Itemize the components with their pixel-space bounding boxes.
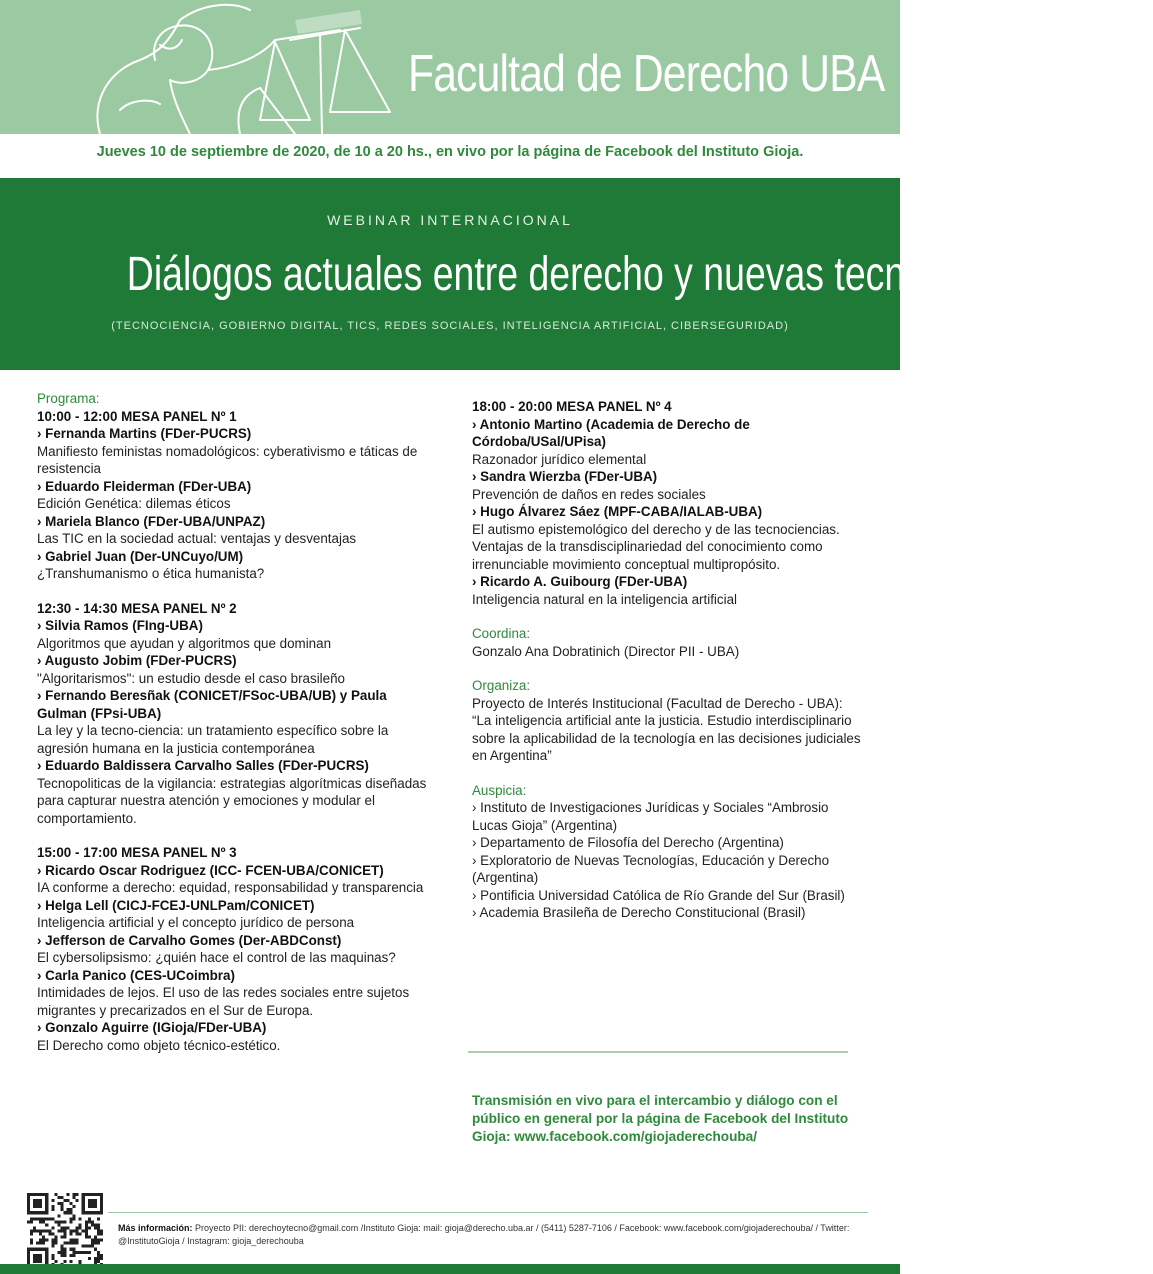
talk-title: Las TIC en la sociedad actual: ventajas y desventajas: [37, 531, 357, 546]
talk-title: Inteligencia natural en la inteligencia artificial: [472, 591, 737, 607]
speaker: › Augusto Jobim (FDer-PUCRS): [37, 653, 237, 668]
section-divider: [468, 1051, 848, 1053]
talk-title: "Algoritarismos": un estudio desde el caso brasileño: [37, 670, 345, 686]
talk-title: Manifiesto feministas nomadológicos: cyberativismo e táticas de resistencia: [37, 443, 418, 476]
panel-title: 12:30 - 14:30 MESA PANEL Nº 2: [37, 600, 237, 616]
program-right-column: [472, 398, 862, 922]
sponsor-item: › Instituto de Investigaciones Jurídicas y Sociales “Ambrosio Lucas Gioja” (Argentina): [472, 800, 829, 833]
footer-label: Más información:: [118, 1223, 193, 1233]
talk-title: Razonador jurídico elemental: [472, 451, 647, 467]
header-banner: [0, 0, 900, 134]
speaker: › Eduardo Baldissera Carvalho Salles (FDer-PUCRS): [37, 758, 369, 773]
speaker: › Fernando Beresñak (CONICET/FSoc-UBA/UB) y Paula Gulman (FPsi-UBA): [37, 688, 387, 721]
footer-info: [118, 1222, 863, 1248]
speaker: › Ricardo Oscar Rodriguez (ICC- FCEN-UBA/CONICET): [37, 862, 384, 878]
webinar-title: [0, 238, 1026, 312]
speaker: › Carla Panico (CES-UCoimbra): [37, 967, 235, 983]
auspicia-section: [472, 782, 862, 922]
footer-contact: Proyecto PII: derechoytecno@gmail.com /Instituto Gioja: mail: gioja@derecho.uba.ar / (5411) 5287-7106 / Facebook: www.facebook.com/giojaderechouba/ / Twitter: @InstitutoGioja / Instagram: gioja_derechouba: [118, 1223, 850, 1246]
speaker: › Antonio Martino (Academia de Derecho de Córdoba/USal/UPisa): [472, 416, 750, 449]
webinar-kicker: WEBINAR INTERNACIONAL: [327, 212, 573, 228]
panel-3: [37, 844, 435, 1054]
talk-title: Prevención de daños en redes sociales: [472, 486, 706, 502]
panel-1: [37, 408, 435, 583]
auspicia-label: Auspicia:: [472, 782, 527, 798]
transmission-note: Transmisión en vivo para el intercambio y diálogo con el público en general por la página de Facebook del Instituto Gioja: www.facebook.com/giojaderechouba/: [472, 1093, 849, 1144]
talk-title: Tecnopoliticas de la vigilancia: estrategias algorítmicas diseñadas para capturar nuestra atención y emociones y modular el comportamiento.: [37, 775, 427, 826]
speaker: › Hugo Álvarez Sáez (MPF-CABA/IALAB-UBA): [472, 504, 763, 519]
qr-code-icon: [27, 1193, 103, 1269]
faculty-title: Facultad de Derecho UBA: [408, 45, 885, 103]
speaker: › Gonzalo Aguirre (IGioja/FDer-UBA): [37, 1020, 267, 1035]
talk-title: El autismo epistemológico del derecho y de las tecnociencias. Ventajas de la transdisciplinariedad del conocimiento como irrenunciable movimiento conceptual multipropósito.: [472, 521, 840, 572]
webinar-title-text: Diálogos actuales entre derecho y nuevas tecnologías: [126, 248, 1026, 301]
footer-bar: [0, 1264, 900, 1274]
footer-rule: [108, 1212, 868, 1213]
speaker: › Fernanda Martins (FDer-PUCRS): [37, 426, 252, 441]
talk-title: Edición Genética: dilemas éticos: [37, 496, 231, 511]
speaker: › Silvia Ramos (FIng-UBA): [37, 618, 203, 633]
speaker: › Helga Lell (CICJ-FCEJ-UNLPam/CONICET): [37, 897, 315, 913]
sponsor-item: › Pontificia Universidad Católica de Río Grande del Sur (Brasil): [472, 887, 845, 903]
sponsor-item: › Exploratorio de Nuevas Tecnologías, Educación y Derecho (Argentina): [472, 852, 830, 885]
talk-title: La ley y la tecno-ciencia: un tratamiento específico sobre la agresión humana en la justicia contemporánea: [37, 723, 389, 756]
speaker: › Ricardo A. Guibourg (FDer-UBA): [472, 574, 688, 589]
title-band: [0, 178, 1026, 370]
panel-title: 15:00 - 17:00 MESA PANEL Nº 3: [37, 845, 237, 860]
organiza-label: Organiza:: [472, 678, 531, 693]
talk-title: ¿Transhumanismo o ética humanista?: [37, 566, 265, 581]
organiza-text: Proyecto de Interés Institucional (Facultad de Derecho - UBA): “La inteligencia artificial ante la justicia. Estudio interdisciplinario sobre la aplicabilidad de la tecnología en las decisiones judiciales en Argentina”: [472, 695, 861, 763]
speaker: › Jefferson de Carvalho Gomes (Der-ABDConst): [37, 932, 342, 948]
speaker: › Eduardo Fleiderman (FDer-UBA): [37, 478, 252, 494]
organiza-section: [472, 677, 862, 765]
speaker: › Gabriel Juan (Der-UNCuyo/UM): [37, 548, 244, 564]
panel-2: [37, 600, 435, 828]
sponsor-item: › Departamento de Filosofía del Derecho (Argentina): [472, 835, 784, 850]
event-date-line: Jueves 10 de septiembre de 2020, de 10 a 20 hs., en vivo por la página de Facebook del Instituto Gioja.: [96, 144, 804, 160]
panel-title: 10:00 - 12:00 MESA PANEL Nº 1: [37, 408, 237, 424]
webinar-subtitle: (TECNOCIENCIA, GOBIERNO DIGITAL, TICS, REDES SOCIALES, INTELIGENCIA ARTIFICIAL, CIBERSEGURIDAD): [111, 320, 789, 332]
panel-title: 18:00 - 20:00 MESA PANEL Nº 4: [472, 399, 672, 414]
speaker: › Sandra Wierzba (FDer-UBA): [472, 469, 658, 484]
coordina-section: [472, 625, 862, 660]
talk-title: Inteligencia artificial y el concepto jurídico de persona: [37, 915, 355, 930]
talk-title: IA conforme a derecho: equidad, responsabilidad y transparencia: [37, 880, 424, 895]
speaker: › Mariela Blanco (FDer-UBA/UNPAZ): [37, 513, 266, 529]
coordina-label: Coordina:: [472, 626, 531, 641]
coordina-text: Gonzalo Ana Dobratinich (Director PII - UBA): [472, 643, 740, 659]
talk-title: Intimidades de lejos. El uso de las redes sociales entre sujetos migrantes y precarizados en el Sur de Europa.: [37, 985, 410, 1018]
program-left-column: [37, 390, 435, 1054]
sponsor-item: › Academia Brasileña de Derecho Constitucional (Brasil): [472, 905, 806, 920]
lady-justice-illustration: [60, 0, 410, 134]
panel-4: [472, 398, 862, 608]
talk-title: Algoritmos que ayudan y algoritmos que dominan: [37, 635, 332, 651]
talk-title: El Derecho como objeto técnico-estético.: [37, 1037, 281, 1053]
programa-label: Programa:: [37, 391, 100, 406]
talk-title: El cybersolipsismo: ¿quién hace el control de las maquinas?: [37, 950, 396, 965]
